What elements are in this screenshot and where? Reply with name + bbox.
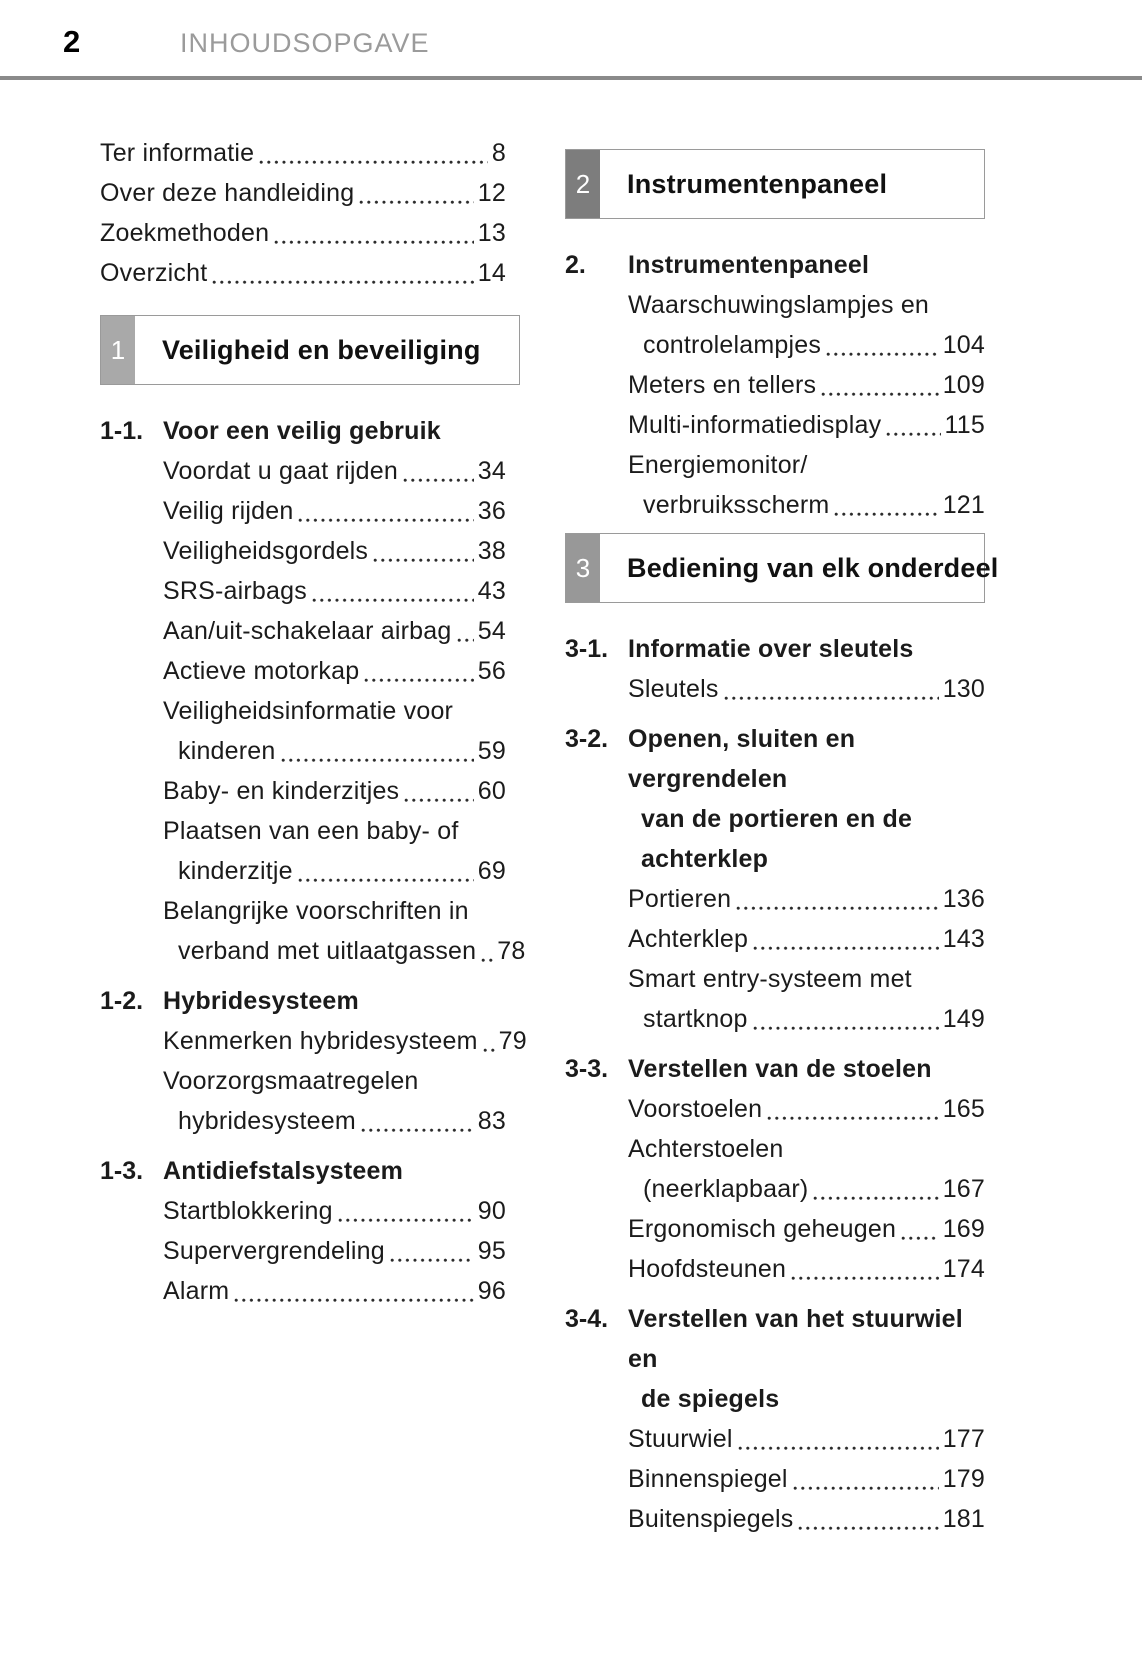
toc-entry xyxy=(628,1499,985,1539)
section-title xyxy=(163,981,359,1021)
toc-entry-group xyxy=(565,285,985,525)
toc-entry xyxy=(163,491,506,531)
page-number: 149 xyxy=(942,1005,985,1033)
dot-leader xyxy=(813,1196,938,1201)
toc-entry xyxy=(163,1191,506,1231)
dot-leader xyxy=(457,638,474,643)
dot-leader xyxy=(404,798,474,803)
toc-entry-label: Ergonomisch geheugen xyxy=(628,1215,897,1243)
toc-entry-label: Meters en tellers xyxy=(628,371,817,399)
toc-entry-label: startknop xyxy=(643,1005,748,1033)
toc-entry xyxy=(628,919,985,959)
toc-entry-line xyxy=(163,771,506,811)
toc-entry-label: verbruiksscherm xyxy=(643,491,830,519)
section-title xyxy=(628,629,913,669)
toc-entry-line xyxy=(163,1021,527,1061)
toc-entry-label: Achterklep xyxy=(628,925,749,953)
section-title-line: Openen, sluiten en vergrendelen xyxy=(628,725,856,793)
dot-leader xyxy=(364,678,473,683)
page-number: 69 xyxy=(477,857,506,885)
toc-entry xyxy=(628,285,985,365)
dot-leader xyxy=(483,1048,495,1053)
toc-entry-line xyxy=(100,173,506,213)
chapter-number-tab: 1 xyxy=(101,316,135,384)
toc-entry-line xyxy=(628,1459,985,1499)
toc-entry-line xyxy=(163,491,506,531)
dot-leader xyxy=(798,1526,938,1531)
toc-entry-label: Zoekmethoden xyxy=(100,219,270,247)
toc-entry xyxy=(163,1231,506,1271)
toc-entry xyxy=(163,451,506,491)
dot-leader xyxy=(826,352,939,357)
dot-leader xyxy=(753,946,939,951)
page-number: 104 xyxy=(942,331,985,359)
dot-leader xyxy=(281,758,474,763)
toc-entry-line xyxy=(628,285,985,325)
toc-entry-line xyxy=(100,133,506,173)
toc-entry xyxy=(163,811,506,891)
section-title-line: Voor een veilig gebruik xyxy=(163,417,441,445)
toc-entry-label: (neerklapbaar) xyxy=(643,1175,809,1203)
toc-entry-group xyxy=(565,879,985,1039)
page-number: 115 xyxy=(944,411,985,439)
page-number: 130 xyxy=(942,675,985,703)
dot-leader xyxy=(791,1276,939,1281)
dot-leader xyxy=(274,240,474,245)
toc-entry-label: Stuurwiel xyxy=(628,1425,733,1453)
dot-leader xyxy=(403,478,474,483)
toc-entry-label: Voorstoelen xyxy=(628,1095,763,1123)
toc-entry xyxy=(163,571,506,611)
toc-entry-label: SRS-airbags xyxy=(163,577,307,605)
dot-leader xyxy=(753,1026,939,1031)
chapter-box xyxy=(100,315,520,385)
section-heading xyxy=(565,1049,985,1089)
toc-entry-label: Alarm xyxy=(163,1277,230,1305)
section-number: 2. xyxy=(565,251,586,279)
dot-leader xyxy=(212,280,473,285)
section-title-line: Antidiefstalsysteem xyxy=(163,1157,403,1185)
toc-entry-line xyxy=(163,931,526,971)
toc-entry-label: kinderzitje xyxy=(178,857,293,885)
page-number: 96 xyxy=(477,1277,506,1305)
toc-entry-group xyxy=(100,133,506,293)
toc-entry-line xyxy=(628,1499,985,1539)
toc-entry xyxy=(100,173,506,213)
toc-entry-label: Binnenspiegel xyxy=(628,1465,788,1493)
toc-entry-label: Energiemonitor/ xyxy=(628,451,808,479)
toc-entry-group xyxy=(565,1089,985,1289)
dot-leader xyxy=(834,512,938,517)
toc-entry xyxy=(628,365,985,405)
toc-entry-label: verband met uitlaatgassen xyxy=(178,937,477,965)
section-number: 3-2. xyxy=(565,725,609,753)
toc-entry xyxy=(163,651,506,691)
dot-leader xyxy=(234,1298,473,1303)
toc-entry-line xyxy=(163,1271,506,1311)
toc-entry-label: Over deze handleiding xyxy=(100,179,355,207)
page-number: 43 xyxy=(477,577,506,605)
toc-entry-line xyxy=(628,879,985,919)
dot-leader xyxy=(724,696,939,701)
toc-entry xyxy=(163,1021,527,1061)
chapter-title: Veiligheid en beveiliging xyxy=(162,334,481,365)
toc-entry-label: Voordat u gaat rijden xyxy=(163,457,398,485)
toc-entry xyxy=(628,1209,985,1249)
toc-entry-label: kinderen xyxy=(178,737,276,765)
section-title xyxy=(628,1049,932,1089)
toc-entry-label: Overzicht xyxy=(100,259,208,287)
toc-entry-line xyxy=(628,1169,985,1209)
toc-entry-label: Aan/uit-schakelaar airbag xyxy=(163,617,452,645)
page-number: 179 xyxy=(942,1465,985,1493)
toc-entry-label: Veilig rijden xyxy=(163,497,294,525)
section-title-line: Hybridesysteem xyxy=(163,987,359,1015)
toc-entry-label: Actieve motorkap xyxy=(163,657,360,685)
toc-entry-label: Veiligheidsinformatie voor xyxy=(163,697,454,725)
toc-entry-line xyxy=(163,731,506,771)
toc-entry-line xyxy=(163,1061,506,1101)
toc-entry xyxy=(628,445,985,525)
toc-entry-line xyxy=(628,405,985,445)
page-header xyxy=(0,0,1142,76)
header-title: INHOUDSOPGAVE xyxy=(180,28,430,58)
section-title xyxy=(163,1151,403,1191)
toc-entry-line xyxy=(628,1249,985,1289)
toc-entry-line xyxy=(163,691,506,731)
dot-leader xyxy=(298,518,473,523)
toc-entry-label: hybridesysteem xyxy=(178,1107,356,1135)
toc-entry-group xyxy=(100,1021,527,1141)
section-title-line: achterklep xyxy=(641,845,769,873)
toc-entry-line xyxy=(628,1209,985,1249)
page-number: 95 xyxy=(477,1237,506,1265)
toc-entry-line xyxy=(628,485,985,525)
toc-entry-line xyxy=(163,531,506,571)
toc-entry-label: Smart entry-systeem met xyxy=(628,965,912,993)
section-title-line: Informatie over sleutels xyxy=(628,635,914,663)
toc-entry-line xyxy=(163,811,506,851)
section-heading xyxy=(100,1151,506,1191)
section-title xyxy=(628,1299,985,1419)
dot-leader xyxy=(298,878,474,883)
section-number: 1-2. xyxy=(100,987,144,1015)
section-heading xyxy=(565,629,985,669)
toc-entry-label: Portieren xyxy=(628,885,732,913)
toc-entry-group xyxy=(100,451,526,971)
toc-entry-label: Veiligheidsgordels xyxy=(163,537,369,565)
section-title xyxy=(628,719,985,879)
dot-leader xyxy=(373,558,474,563)
toc-entry-line xyxy=(163,851,506,891)
section-heading xyxy=(565,245,985,285)
page-number: 60 xyxy=(477,777,506,805)
dot-leader xyxy=(821,392,938,397)
toc-entry-label: Startblokkering xyxy=(163,1197,333,1225)
toc-entry xyxy=(163,891,526,971)
dot-leader xyxy=(259,160,488,165)
toc-entry-label: Plaatsen van een baby- of xyxy=(163,817,459,845)
toc-entry xyxy=(163,771,506,811)
toc-entry-line xyxy=(628,325,985,365)
section-number: 3-1. xyxy=(565,635,609,663)
dot-leader xyxy=(338,1218,474,1223)
toc-entry-group xyxy=(565,669,985,709)
toc-entry-line xyxy=(628,959,985,999)
toc-entry-line xyxy=(628,999,985,1039)
dot-leader xyxy=(361,1128,474,1133)
page-number: 79 xyxy=(498,1027,527,1055)
toc-entry-label: Achterstoelen xyxy=(628,1135,784,1163)
toc-entry-label: controlelampjes xyxy=(643,331,822,359)
section-title xyxy=(163,411,441,451)
page-number: 167 xyxy=(942,1175,985,1203)
toc-column-left xyxy=(100,133,527,1313)
page-number: 174 xyxy=(942,1255,985,1283)
section-heading xyxy=(100,981,506,1021)
chapter-number-tab: 3 xyxy=(566,534,600,602)
section-heading xyxy=(100,411,506,451)
chapter-number-tab: 2 xyxy=(566,150,600,218)
dot-leader xyxy=(793,1486,939,1491)
page-number: 12 xyxy=(477,179,506,207)
toc-entry-line xyxy=(628,1129,985,1169)
dot-leader xyxy=(886,432,940,437)
section-number: 3-4. xyxy=(565,1305,609,1333)
section-title-line: Instrumentenpaneel xyxy=(628,251,870,279)
section-title xyxy=(628,245,869,285)
section-title-line: Verstellen van de stoelen xyxy=(628,1055,932,1083)
section-title-line: Verstellen van het stuurwiel en xyxy=(628,1305,963,1373)
toc-entry xyxy=(163,611,506,651)
chapter-box xyxy=(565,149,985,219)
section-heading xyxy=(565,719,985,879)
section-number: 1-3. xyxy=(100,1157,144,1185)
dot-leader xyxy=(312,598,474,603)
page-number: 14 xyxy=(477,259,506,287)
chapter-box xyxy=(565,533,999,603)
page-number: 13 xyxy=(477,219,506,247)
chapter-title: Bediening van elk onderdeel xyxy=(627,552,999,583)
toc-entry xyxy=(628,405,985,445)
toc-entry-label: Supervergrendeling xyxy=(163,1237,385,1265)
toc-entry-line xyxy=(163,571,506,611)
page-number: 8 xyxy=(491,139,506,167)
dot-leader xyxy=(481,958,493,963)
section-title-line: de spiegels xyxy=(641,1385,780,1413)
page-number: 109 xyxy=(942,371,985,399)
toc-entry-group xyxy=(100,1191,506,1311)
toc-entry xyxy=(628,959,985,1039)
header-page-number: 2 xyxy=(63,24,81,59)
page-number: 78 xyxy=(497,937,526,965)
page-number: 169 xyxy=(942,1215,985,1243)
toc-entry-label: Waarschuwingslampjes en xyxy=(628,291,930,319)
dot-leader xyxy=(738,1446,939,1451)
toc-entry-label: Sleutels xyxy=(628,675,719,703)
page-number: 136 xyxy=(942,885,985,913)
section-title-line: van de portieren en de xyxy=(641,805,913,833)
page-number: 54 xyxy=(477,617,506,645)
toc-entry-line xyxy=(163,1191,506,1231)
toc-entry-line xyxy=(628,919,985,959)
section-number: 3-3. xyxy=(565,1055,609,1083)
toc-entry-line xyxy=(100,213,506,253)
page-number: 56 xyxy=(477,657,506,685)
toc-entry-line xyxy=(100,253,506,293)
toc-entry-line xyxy=(628,669,985,709)
dot-leader xyxy=(359,200,473,205)
dot-leader xyxy=(901,1236,939,1241)
toc-entry-line xyxy=(163,611,506,651)
toc-entry-line xyxy=(163,891,506,931)
toc-entry-label: Ter informatie xyxy=(100,139,255,167)
page-number: 59 xyxy=(477,737,506,765)
toc-entry-label: Baby- en kinderzitjes xyxy=(163,777,400,805)
page-number: 143 xyxy=(942,925,985,953)
toc-entry-label: Belangrijke voorschriften in xyxy=(163,897,469,925)
toc-entry-group xyxy=(565,1419,985,1539)
toc-entry xyxy=(628,1419,985,1459)
dot-leader xyxy=(767,1116,938,1121)
toc-entry xyxy=(628,1089,985,1129)
toc-entry-label: Hoofdsteunen xyxy=(628,1255,787,1283)
page-number: 38 xyxy=(477,537,506,565)
toc-entry xyxy=(628,669,985,709)
toc-entry-line xyxy=(163,651,506,691)
page-number: 83 xyxy=(477,1107,506,1135)
toc-entry-line xyxy=(628,445,985,485)
page-number: 121 xyxy=(942,491,985,519)
toc-entry-line xyxy=(628,1419,985,1459)
toc-entry xyxy=(100,133,506,173)
dot-leader xyxy=(390,1258,474,1263)
page-number: 181 xyxy=(942,1505,985,1533)
toc-column-right xyxy=(565,133,999,1541)
toc-entry-line xyxy=(163,1231,506,1271)
dot-leader xyxy=(736,906,938,911)
toc-entry xyxy=(163,1271,506,1311)
toc-entry-label: Voorzorgsmaatregelen xyxy=(163,1067,419,1095)
page-number: 36 xyxy=(477,497,506,525)
toc-entry xyxy=(628,879,985,919)
toc-entry xyxy=(163,1061,506,1141)
toc-entry-label: Multi-informatiedisplay xyxy=(628,411,882,439)
toc-entry-line xyxy=(628,365,985,405)
toc-entry xyxy=(100,213,506,253)
toc-entry-line xyxy=(163,451,506,491)
toc-entry-label: Kenmerken hybridesysteem xyxy=(163,1027,478,1055)
toc-entry xyxy=(628,1129,985,1209)
toc-entry xyxy=(628,1249,985,1289)
page-number: 90 xyxy=(477,1197,506,1225)
page-number: 34 xyxy=(477,457,506,485)
toc-entry xyxy=(163,531,506,571)
toc-entry-label: Buitenspiegels xyxy=(628,1505,794,1533)
toc-entry xyxy=(163,691,506,771)
chapter-title: Instrumentenpaneel xyxy=(627,168,888,199)
toc-entry-line xyxy=(163,1101,506,1141)
toc-entry xyxy=(628,1459,985,1499)
header-rule xyxy=(0,76,1142,80)
page-number: 177 xyxy=(942,1425,985,1453)
section-heading xyxy=(565,1299,985,1419)
toc-entry xyxy=(100,253,506,293)
toc-entry-line xyxy=(628,1089,985,1129)
page-number: 165 xyxy=(942,1095,985,1123)
section-number: 1-1. xyxy=(100,417,144,445)
